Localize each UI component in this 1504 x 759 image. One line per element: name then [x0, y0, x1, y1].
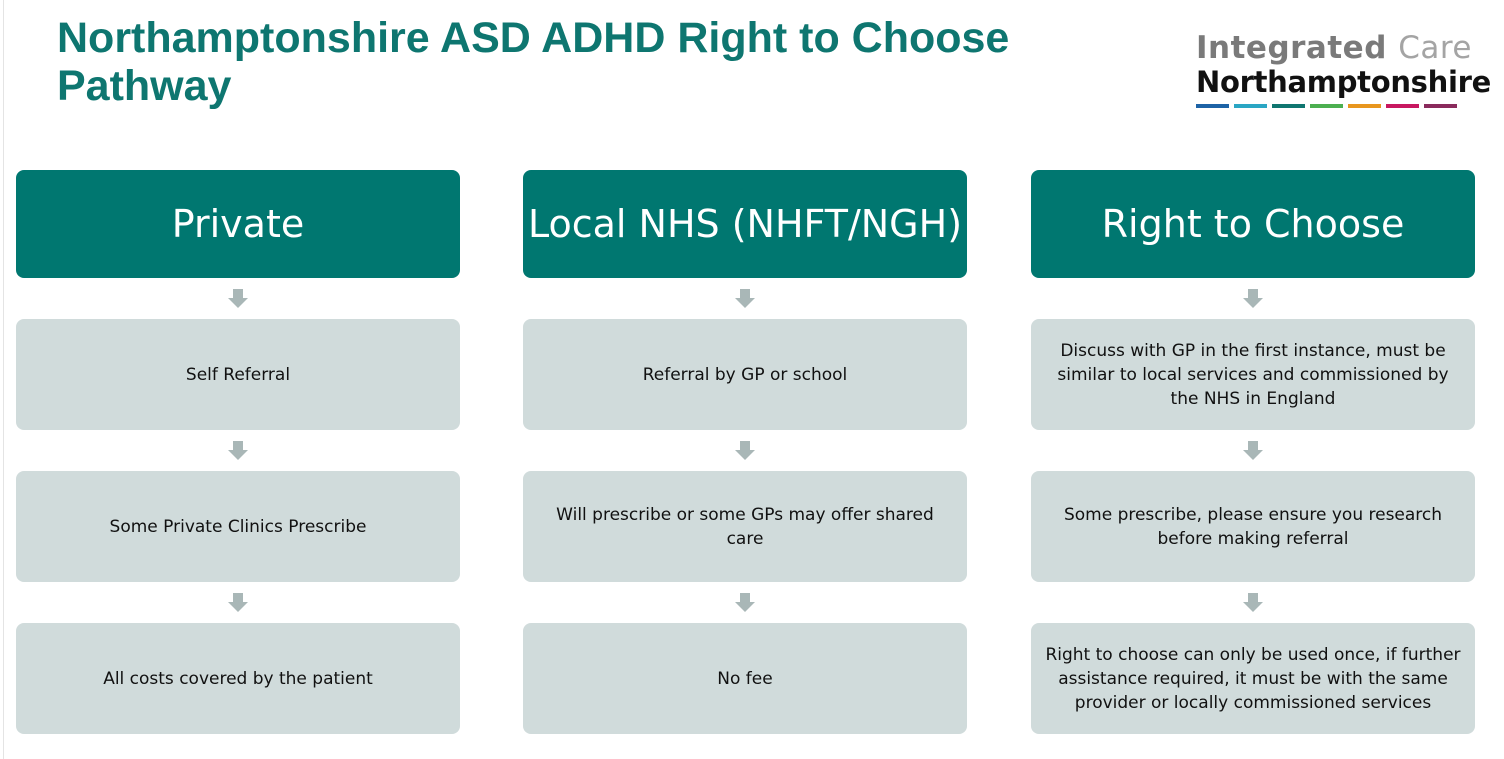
pathway-step: [523, 623, 967, 734]
pathway-step-text: No fee: [717, 668, 773, 689]
down-arrow-icon: [1031, 582, 1475, 623]
logo-color-bar: [1424, 104, 1457, 108]
column-private: [16, 170, 460, 734]
logo-color-bar: [1348, 104, 1381, 108]
pathway-step-text: Right to choose can only be used once, if further assistance required, it must be with the same provider or locally commissioned services: [1045, 644, 1461, 713]
pathway-step-text: Self Referral: [185, 364, 291, 385]
pathway-step-text: Some Private Clinics Prescribe: [109, 516, 367, 537]
column-header: Private: [16, 170, 460, 278]
pathway-step: [1031, 319, 1475, 430]
down-arrow-icon: [1031, 278, 1475, 319]
logo-color-bar: [1386, 104, 1419, 108]
pathway-step: [523, 471, 967, 582]
down-arrow-icon: [523, 278, 967, 319]
logo-color-bar: [1196, 104, 1229, 108]
column-right-to-choose: [1031, 170, 1475, 734]
down-arrow-icon: [16, 278, 460, 319]
pathway-step-text: All costs covered by the patient: [103, 668, 373, 689]
pathway-step-text: Referral by GP or school: [642, 364, 848, 385]
down-arrow-icon: [1031, 430, 1475, 471]
integrated-care-logo: [1196, 30, 1491, 108]
down-arrow-icon: [523, 582, 967, 623]
pathway-step: [1031, 623, 1475, 734]
pathway-step: [1031, 471, 1475, 582]
logo-text-northamptonshire: Northamptonshire: [1196, 65, 1491, 99]
column-header: Right to Choose: [1031, 170, 1475, 278]
down-arrow-icon: [16, 582, 460, 623]
logo-text-integrated: Integrated: [1196, 30, 1387, 66]
pathway-step: [523, 319, 967, 430]
pathway-step: [16, 319, 460, 430]
slide-edge: [3, 0, 4, 759]
pathway-step-text: Discuss with GP in the first instance, must be similar to local services and commissioned by the NHS in England: [1057, 340, 1449, 409]
logo-color-bar: [1234, 104, 1267, 108]
logo-color-bars: [1196, 104, 1466, 108]
down-arrow-icon: [523, 430, 967, 471]
pathway-step-text: Will prescribe or some GPs may offer shared care: [556, 504, 934, 549]
column-header: Local NHS (NHFT/NGH): [523, 170, 967, 278]
logo-text-care: Care: [1398, 30, 1472, 66]
logo-color-bar: [1310, 104, 1343, 108]
logo-color-bar: [1272, 104, 1305, 108]
pathway-step: [16, 471, 460, 582]
pathway-step: [16, 623, 460, 734]
page-title: Northamptonshire ASD ADHD Right to Choose Pathway: [57, 14, 1010, 110]
down-arrow-icon: [16, 430, 460, 471]
pathway-step-text: Some prescribe, please ensure you research before making referral: [1063, 504, 1443, 549]
column-local-nhs-nhft-ngh: [523, 170, 967, 734]
